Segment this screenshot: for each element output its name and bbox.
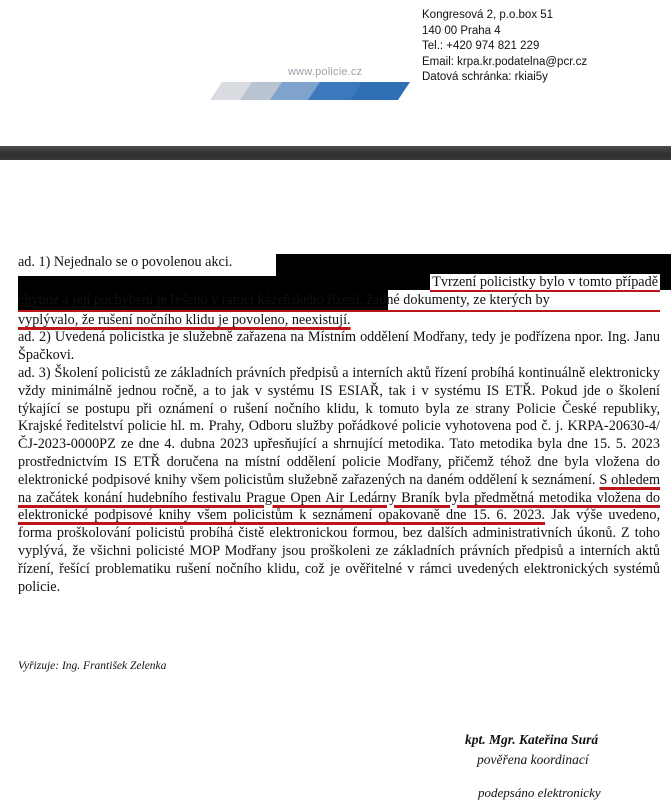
paragraph-ad1-highlight-line xyxy=(18,274,660,292)
paragraph-ad3-text-end: Jak výše uvedeno, forma proškolování policistů probíhá čistě elektronickou formou, bez dalších administrativních úkonů. Z toho vyplývá, že všichni policisté MOP Modřany jsou proškoleni ze základních právních předpisů a interních aktů řízení, řešící problematiku rušení nočního klidu, což je ověřitelné v rámci uvedených elektronických systémů policie. xyxy=(18,507,660,595)
police-stripes-graphic xyxy=(200,82,410,100)
signature-block xyxy=(465,730,598,770)
signatory-role: pověřena koordinací xyxy=(477,752,589,767)
header-divider-bar xyxy=(0,146,671,160)
contact-email: Email: krpa.kr.podatelna@pcr.cz xyxy=(422,55,588,68)
paragraph-ad1-cont: chybné a její pochybení je řešeno v rámci kázeňského řízení, žádné dokumenty, ze kterých by xyxy=(18,292,660,312)
highlighted-text: S ohledem na začátek konání hudebního festivalu Prague Open Air Ledárny Braník byla předmětná metodika vložena do elektronické podpisové knihy všem policistům k seznámení opakovaně dne 15. 6. 2023. xyxy=(18,471,660,524)
redaction-block xyxy=(276,254,671,276)
contact-datova-schranka: Datová schránka: rkiai5y xyxy=(422,71,548,83)
policie-url[interactable]: www.policie.cz xyxy=(288,66,363,78)
signed-electronically: podepsáno elektronicky xyxy=(478,785,601,800)
highlighted-text: Tvrzení policistky bylo v tomto případě xyxy=(432,274,658,290)
paragraph-ad3 xyxy=(18,365,660,596)
contact-address: Kongresová 2, p.o.box 51 xyxy=(422,9,554,21)
contact-block xyxy=(422,8,587,86)
paragraph-ad1-end xyxy=(18,312,660,330)
vyrizuje-note: Vyřizuje: Ing. František Zelenka xyxy=(18,660,167,672)
paragraph-ad2: ad. 2) Uvedená policistka je služebně zařazena na Místním oddělení Modřany, tedy je podřízena npor. Ing. Janu Špačkovi. xyxy=(18,329,660,364)
contact-city: 140 00 Praha 4 xyxy=(422,24,501,37)
underlined-text: vyplývalo, že rušení nočního klidu je povoleno, neexistují. xyxy=(18,311,351,328)
paragraph-ad1: ad. 1) Nejednalo se o povolenou akci. xyxy=(18,254,233,270)
signatory-name: kpt. Mgr. Kateřina Surá xyxy=(465,732,599,747)
paragraph-ad3-text: ad. 3) Školení policistů ze základních právních předpisů a interních aktů řízení probíhá kontinuálně elektronicky vždy minimálně jednou ročně, a to jak v systému IS ESIAŘ, tak i v systému IS ETŘ. Pokud jde o školení týkající se postupu při oznámení o rušení nočního klidu, k tomuto byla ze strany Policie České republiky, Krajské ředitelství policie hl. m. Prahy, Odboru služby pořádkové policie vyhotovena pod č. j. KRPA-20630-4/ČJ-2023-0000PZ ze dne 4. dubna 2023 upřesňující a shrnující metodika. Tato metodika byla dne 15. 5. 2023 prostřednictvím IS ETŘ doručena na místní oddělení policie Modřany, přičemž téhož dne byla vložena do elektronické podpisové knihy všem policistům služebně zařazených na daném oddělení k seznámení. xyxy=(18,364,660,488)
contact-phone: Tel.: +420 974 821 229 xyxy=(422,40,540,52)
letter-body xyxy=(18,254,660,596)
police-logo xyxy=(200,58,410,98)
